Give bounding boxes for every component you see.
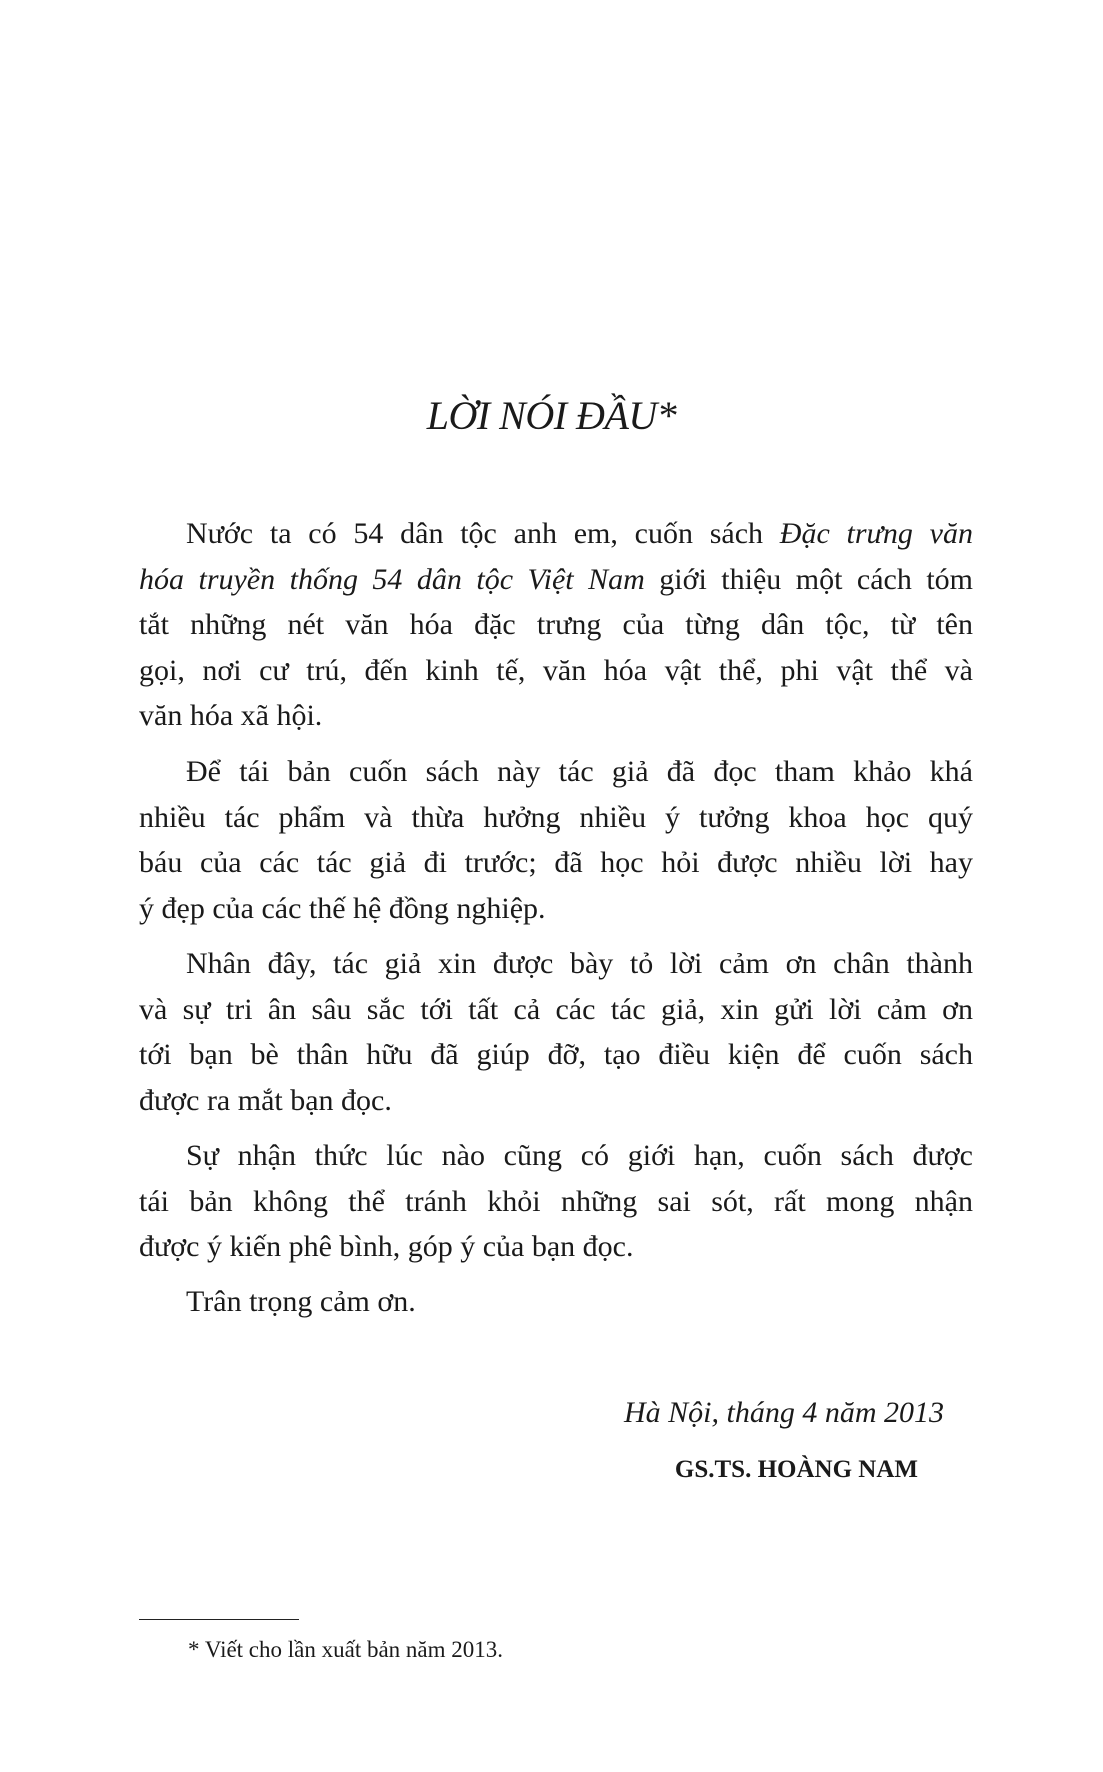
paragraph-2 [139,749,973,931]
text-line: tái bản không thể tránh khỏi những sai sót, rất mong nhận [139,1184,973,1218]
text-span: giới thiệu một cách tóm [644,562,974,596]
text-span: Nước ta có 54 dân tộc anh em, cuốn sách [186,517,780,550]
text-line: được ý kiến phê bình, góp ý của bạn đọc. [139,1230,634,1264]
text-line: ý đẹp của các thế hệ đồng nghiệp. [139,891,546,925]
paragraph-5 [139,1279,973,1325]
text-line: báu của các tác giả đi trước; đã học hỏi được nhiều lời hay [139,846,973,880]
text-line: văn hóa xã hội. [139,699,323,733]
text-line: tới bạn bè thân hữu đã giúp đỡ, tạo điều kiện để cuốn sách [139,1038,973,1072]
text-line [139,557,973,603]
text-line: được ra mắt bạn đọc. [139,1083,392,1117]
page-title: LỜI NÓI ĐẦU* [426,393,677,438]
text-line: Để tái bản cuốn sách này tác giả đã đọc tham khảo khá [186,755,973,788]
author-signature: GS.TS. HOÀNG NAM [674,1456,918,1483]
footnote: * Viết cho lần xuất bản năm 2013. [188,1637,504,1662]
footnote-divider [139,1619,299,1620]
book-title-italic: Đặc trưng văn [779,517,973,550]
paragraph-4 [139,1133,973,1270]
date-line: Hà Nội, tháng 4 năm 2013 [623,1396,944,1429]
paragraph-3 [139,941,973,1123]
text-line: Nhân đây, tác giả xin được bày tỏ lời cảm ơn chân thành [186,947,973,980]
book-title-italic: hóa truyền thống 54 dân tộc Việt Nam [139,562,645,596]
text-line: và sự tri ân sâu sắc tới tất cả các tác giả, xin gửi lời cảm ơn [139,992,973,1026]
text-line [139,511,973,557]
text-line: tắt những nét văn hóa đặc trưng của từng dân tộc, từ tên [139,608,973,642]
text-line: gọi, nơi cư trú, đến kinh tế, văn hóa vật thể, phi vật thể và [139,653,973,687]
text-line: nhiều tác phẩm và thừa hưởng nhiều ý tưởng khoa học quý [139,800,973,834]
text-line: Sự nhận thức lúc nào cũng có giới hạn, cuốn sách được [186,1139,973,1172]
text-line: Trân trọng cảm ơn. [186,1285,416,1318]
paragraph-1 [139,511,973,739]
